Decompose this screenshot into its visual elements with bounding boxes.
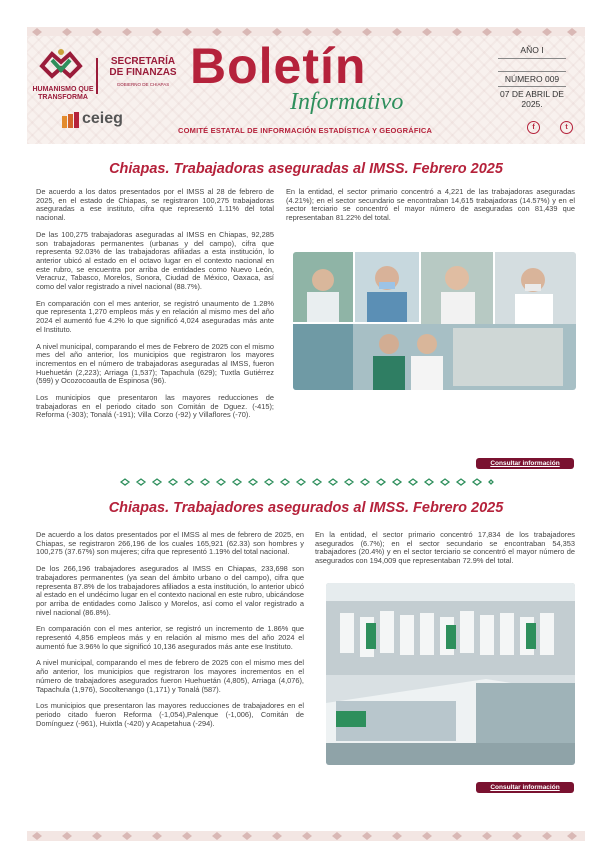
- section1-right-column: [286, 188, 575, 231]
- issue-number: NÚMERO 009: [498, 71, 566, 87]
- section1-sector-paragraph: En la entidad, el sector primario concentró a 4,221 de las trabajadoras aseguradas (4.21%); en el sector secundario se encontraban 14,615 trabajadoras (14.57%) y en el sector terciario se concentró el mayor número de aseguradas con 81,439 que representaban 81.22% del total.: [286, 187, 575, 223]
- humanismo-logo-icon: [38, 46, 84, 84]
- section2-sector-paragraph: En la entidad, el sector primario concentró 17,834 de los trabajadores asegurados (6.7%); en el sector secundario se encontraban 54,353 trabajadores (20.4%) y en el sector terciario se concentró el mayor número de asegurados con 194,009 que representaban 72.9% del total.: [315, 530, 575, 566]
- section1-consult-button[interactable]: Consultar información: [476, 458, 574, 469]
- year-label: AÑO I: [498, 45, 566, 59]
- section2-paragraph: En comparación con el mes anterior, se registró un incremento de 1.86% que representó 4,856 empleos más y en relación al mismo mes del año 2024 el aumentó fue 3.96% lo que significó 10,136 asegurados más ante ese Instituto.: [36, 624, 304, 651]
- page-title: Boletín: [190, 38, 367, 94]
- section2-consult-button[interactable]: Consultar información: [476, 782, 574, 793]
- section1-paragraph: A nivel municipal, comparando el mes de Febrero de 2025 con el mismo mes del año anterior, los municipios que registraron los mayores incrementos en el número de trabajadoras aseguradas al IMSS, fueron Huehuetán (2,223); Arriaga (1,537); Tapachula (629); Tuxtla Gutiérrez (599) y Ocozocoautla de Espinosa (96).: [36, 341, 274, 386]
- section1-title: Chiapas. Trabajadoras aseguradas al IMSS. Febrero 2025: [109, 161, 503, 177]
- header-separator: [96, 58, 98, 94]
- humanismo-logo-text: HUMANISMO QUE TRANSFORMA: [32, 86, 94, 101]
- section2-paragraph: De acuerdo a los datos presentados por el IMSS al mes de febrero de 2025, en Chiapas, se registraron 266,196 de los cuales 165,921 (62.33) son hombres y 100,275 (37.67%) son mujeres; cifra que representó 1.19% del total nacional.: [36, 530, 304, 557]
- section2-paragraph: A nivel municipal, comparando el mes de febrero de 2025 con el mismo mes del año anterior, los municipios que registraron los mayores incrementos en el número de trabajadores asegurados fueron Huehuetán (4,805), Arriaga (4,076), Tapachula (1,976), Socoltenango (1,171) y Tonalá (587).: [36, 658, 304, 694]
- section2-photo-collage: [326, 583, 575, 765]
- section2-paragraph: De los 266,196 trabajadores asegurados al IMSS en Chiapas, 233,698 son trabajadores permanentes (ya sean del ámbito urbano o del campo), cifra que representa 87.8% de los trabajadores afiliados a esta institución, lo anterior ubicó al estado en el undécimo lugar en el contexto nacional en este rubro, ubicándose por arriba de entidades como Jalisco y Morelos, así como el valor registrado a nivel nacional (86.8%).: [36, 564, 304, 617]
- section2-left-column: [36, 531, 304, 736]
- section2-paragraph: Los municipios que presentaron las mayores reducciones de trabajadores en el periodo citado fueron Reforma (-1,054),Palenque (-1,006), Comitán de Domínguez (-961), Huixtla (-420) y Acapetahua (-294).: [36, 701, 304, 728]
- section-divider: [117, 478, 495, 486]
- facebook-icon[interactable]: f: [527, 121, 540, 134]
- ceieg-logo-text: ceieg: [82, 110, 123, 127]
- section1-paragraph: Los municipios que presentaron las mayores reducciones de trabajadoras en el periodo citado son Comitán de Dguez. (-415); Reforma (-303); Tonalá (-191); Villa Corzo (-92) y Villaflores (-70).: [36, 393, 274, 420]
- section1-left-column: [36, 188, 274, 428]
- decorative-border-bottom: [27, 831, 585, 841]
- section1-paragraph: De las 100,275 trabajadoras aseguradas al IMSS en Chiapas, 92,285 son trabajadoras permanentes (urbanas y del campo), cifra que representa 92.03% de las trabajadoras afiliadas a esta institución, lo anterior ubicó al estado en el octavo lugar en el contexto nacional en este rubro, se encuentra por arriba de entidades como Nuevo León, Veracruz, Tabasco, Morelos, Sonora, Ciudad de México, Oaxaca, así como del valor registrado a nivel nacional (88.7%).: [36, 229, 274, 292]
- section1-photo-collage: [293, 252, 576, 390]
- section1-paragraph: En comparación con el mes anterior, se registró unaumento de 1.28% que representa 1,270 empleos más y en relación al mismo mes del año 2024 el aumentó fue 4.2% lo que significó 4,024 aseguradas más ante el Instituto.: [36, 298, 274, 334]
- section2-right-column: [315, 531, 575, 574]
- page-subtitle: Informativo: [290, 89, 404, 115]
- section2-title: Chiapas. Trabajadores asegurados al IMSS. Febrero 2025: [108, 500, 504, 516]
- secretaria-logo-text: SECRETARÍA DE FINANZAS: [109, 56, 177, 78]
- ceieg-logo-icon: [62, 112, 80, 128]
- section1-paragraph: De acuerdo a los datos presentados por el IMSS al 28 de febrero de 2025, en el estado de Chiapas, se registraron 100,275 trabajadoras aseguradas a ese instituto, cifra que representó 1.11% del total nacional.: [36, 187, 274, 223]
- gobierno-logo-text: GOBIERNO DE CHIAPAS: [116, 82, 170, 87]
- twitter-icon[interactable]: t: [560, 121, 573, 134]
- issue-date: 07 DE ABRIL DE 2025.: [500, 89, 564, 109]
- committee-name: COMITÉ ESTATAL DE INFORMACIÓN ESTADÍSTICA Y GEOGRÁFICA: [178, 126, 433, 135]
